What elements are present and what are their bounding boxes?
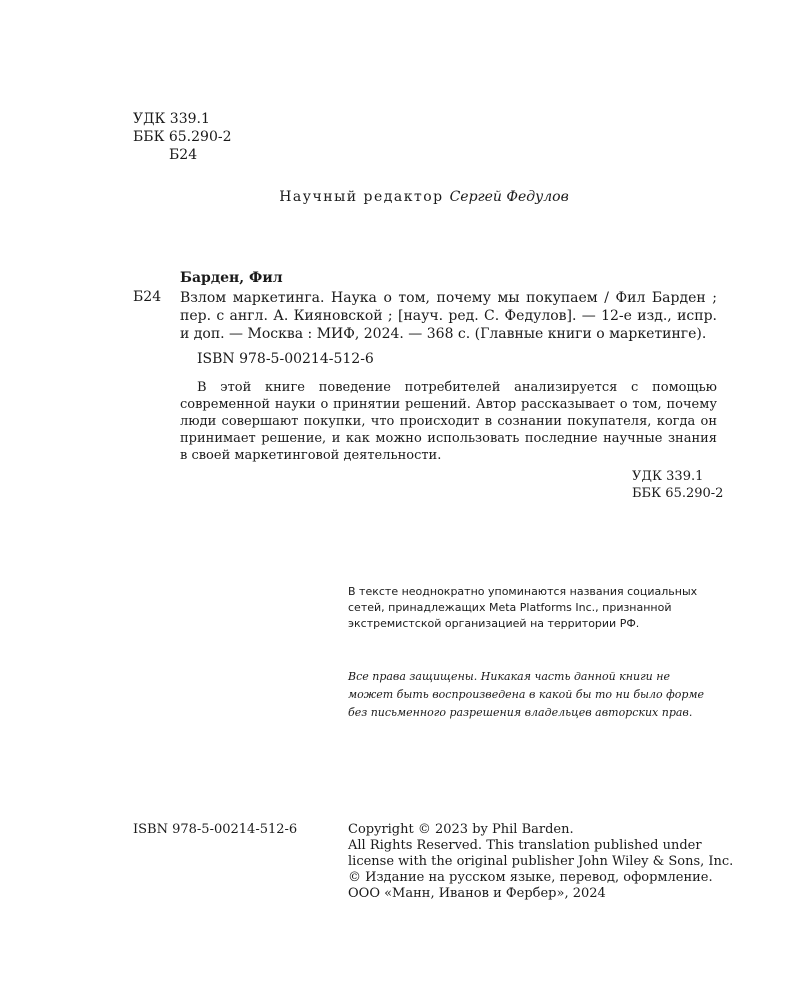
copyright-block (348, 822, 734, 902)
editor-name: Сергей Федулов (449, 189, 569, 205)
copyright-line: license with the original publisher John Wiley & Sons, Inc. (348, 854, 734, 869)
copyright-line: Copyright © 2023 by Phil Barden. (348, 822, 574, 837)
classification-block (133, 110, 232, 164)
record-udk: УДК 339.1 (632, 469, 704, 484)
udk-code: УДК 339.1 (133, 111, 210, 127)
editor-label: Научный редактор (279, 189, 444, 205)
legal-notice: В тексте неоднократно упоминаются названия социальных сетей, принадлежащих Meta Platforms Inc., признанной экстремистской организацией на территории РФ. (348, 585, 698, 630)
annotation: В этой книге поведение потребителей анализируется с помощью современной науки о принятии решений. Автор рассказывает о том, почему люди совершают покупки, что происходит в сознании покупателя, когда он принимает решение, и как можно использовать последние научные знания в своей маркетинговой деятельности. (180, 380, 717, 463)
bibliographic-description: Взлом маркетинга. Наука о том, почему мы покупаем / Фил Барден ; пер. с англ. А. Кияновской ; [науч. ред. С. Федулов]. — 12-е изд., испр. и доп. — Москва : МИФ, 2024. — 368 с. (Главные книги о маркетинге). (180, 290, 717, 342)
record-author-mark: Б24 (133, 289, 162, 305)
copyright-line: All Rights Reserved. This translation published under (348, 838, 702, 853)
author-heading: Барден, Фил (180, 270, 283, 286)
record-bbk: ББК 65.290-2 (632, 486, 724, 501)
rights-reserved: Все права защищены. Никакая часть данной книги не может быть воспроизведена в какой бы то ни было форме без письменного разрешения владельцев авторских прав. (348, 670, 705, 719)
isbn-record: ISBN 978-5-00214-512-6 (197, 351, 374, 367)
copyright-line: ООО «Манн, Иванов и Фербер», 2024 (348, 886, 606, 901)
bbk-code: ББК 65.290-2 (133, 129, 232, 145)
record-classification (632, 468, 723, 502)
author-mark: Б24 (169, 147, 198, 163)
isbn-footer: ISBN 978-5-00214-512-6 (133, 822, 298, 837)
scientific-editor (0, 189, 800, 205)
copyright-line: © Издание на русском языке, перевод, оформление. (348, 870, 713, 885)
